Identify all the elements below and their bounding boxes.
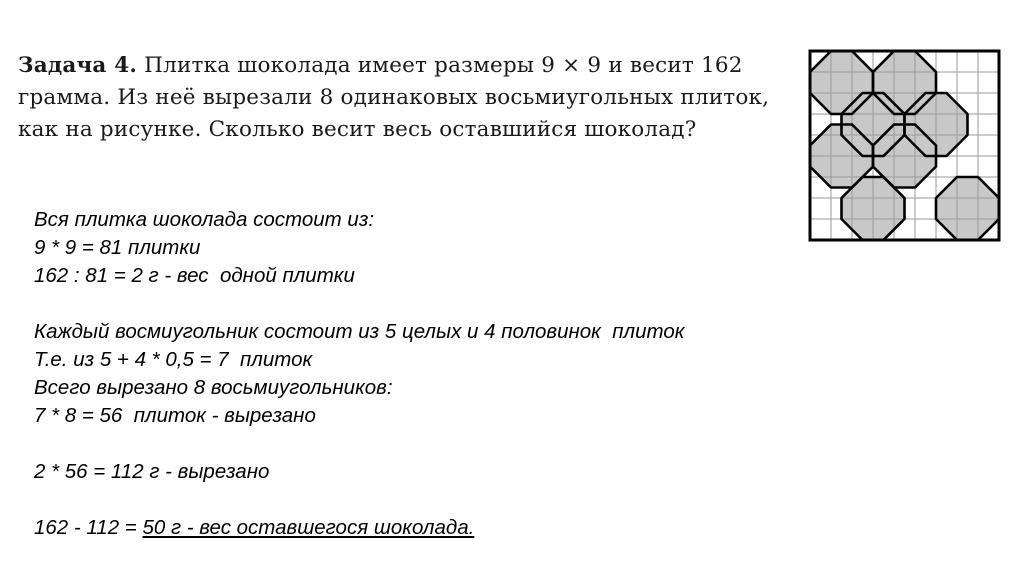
- solution-line-4: Каждый восмиугольник состоит из 5 целых и 4 половинок плиток: [34, 320, 685, 343]
- solution-line-7: 7 * 8 = 56 плиток - вырезано: [34, 404, 316, 427]
- problem-label: Задача 4.: [18, 53, 138, 78]
- problem-text: Плитка шоколада имеет размеры 9 × 9 и весит 162 грамма. Из неё вырезали 8 одинаковых восьмиугольных плиток, как на рисунке. Сколько весит весь оставшийся шоколад?: [18, 53, 770, 142]
- solution-line-5: Т.е. из 5 + 4 * 0,5 = 7 плиток: [34, 348, 313, 371]
- solution-line-8: 2 * 56 = 112 г - вырезано: [34, 460, 270, 483]
- solution-line-3: 162 : 81 = 2 г - вес одной плитки: [34, 264, 355, 287]
- answer-prefix: 162 - 112 =: [34, 516, 143, 539]
- solution-block: [34, 206, 684, 542]
- solution-line-2: 9 * 9 = 81 плитки: [34, 236, 201, 259]
- solution-line-1: Вся плитка шоколада состоит из:: [34, 208, 375, 231]
- problem-statement: [18, 50, 778, 146]
- solution-answer-line: [34, 514, 684, 542]
- chocolate-grid-figure: [808, 48, 1002, 244]
- solution-line-6: Всего вырезано 8 восьмиугольников:: [34, 376, 393, 399]
- answer-underlined: 50 г - вес оставшегося шоколада.: [142, 516, 475, 539]
